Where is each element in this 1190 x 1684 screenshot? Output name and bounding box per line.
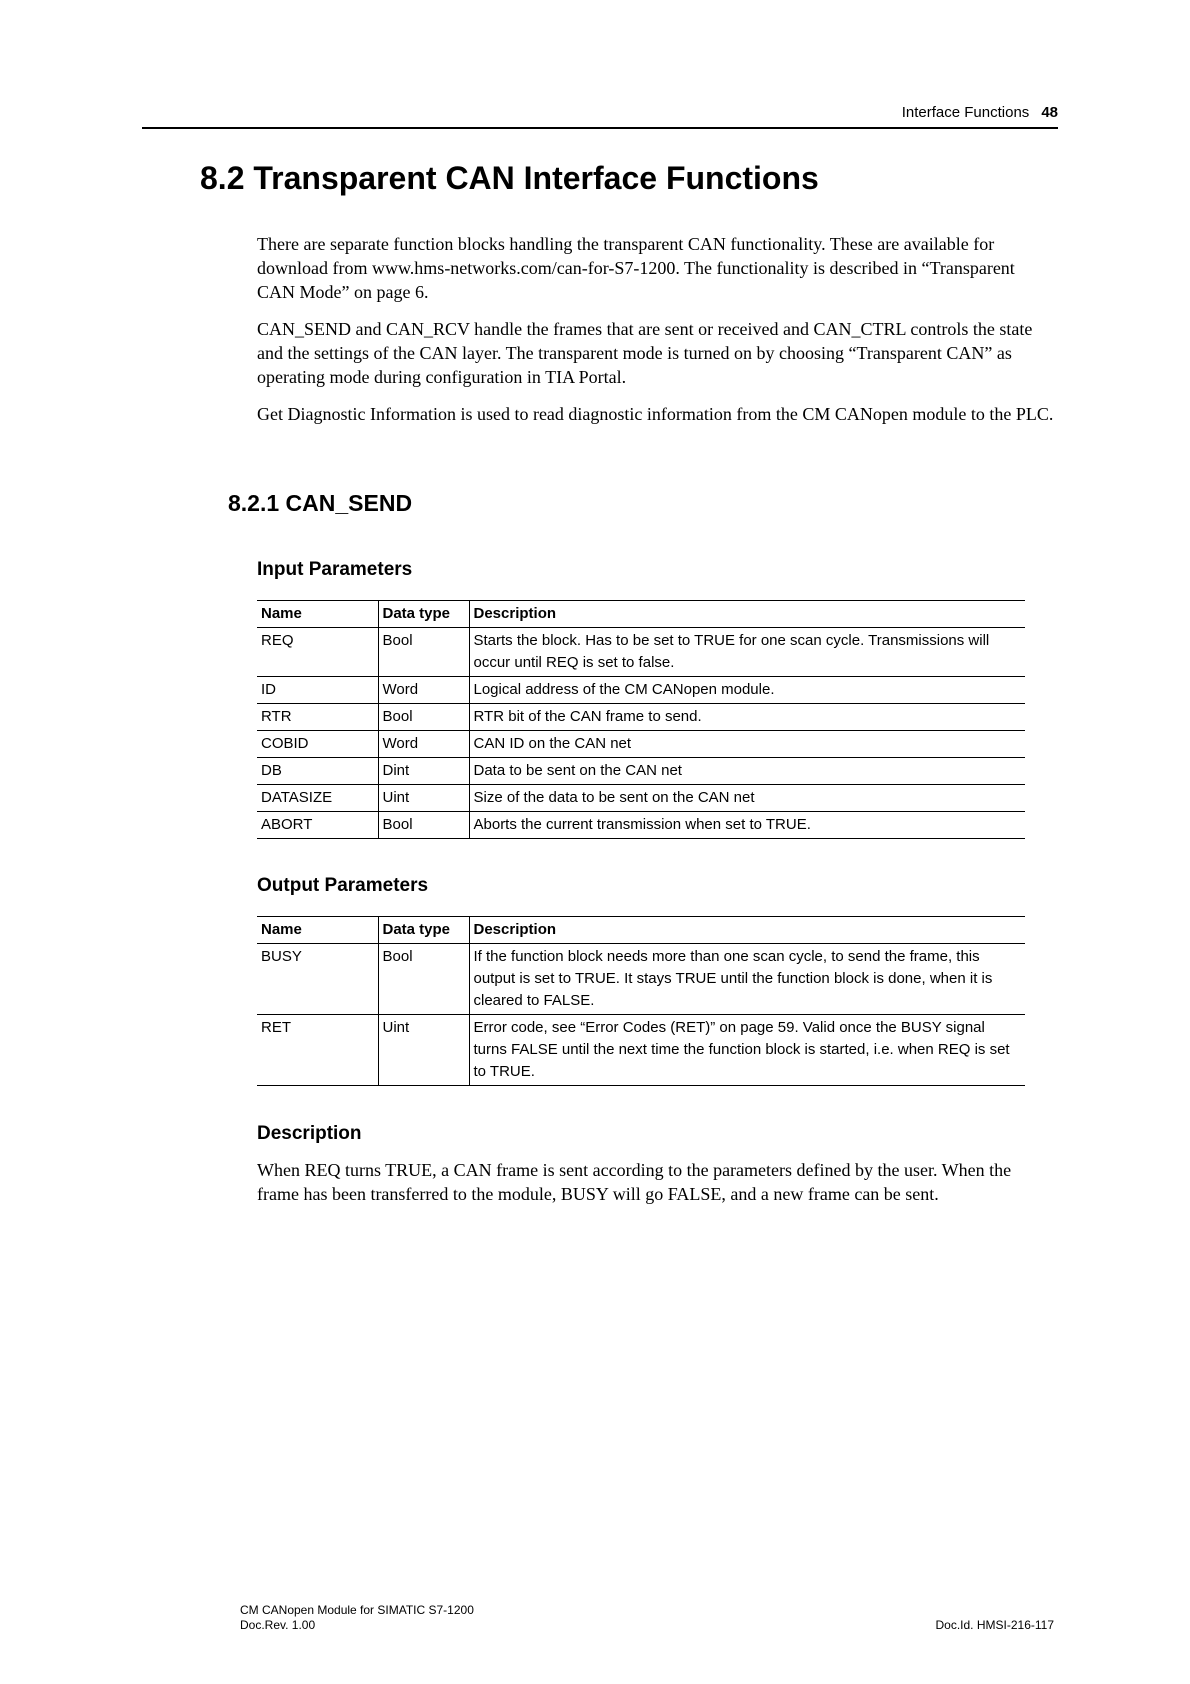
param-type: Uint [378,1015,469,1086]
input-parameters-heading: Input Parameters [257,559,413,580]
page-number: 48 [1041,104,1058,121]
param-type: Bool [378,812,469,839]
param-type: Bool [378,704,469,731]
table-header-row [257,917,1025,944]
output-parameters-table [257,916,1025,1086]
column-header-name: Name [257,601,378,628]
param-name: REQ [257,628,378,677]
output-parameters-heading: Output Parameters [257,875,429,896]
table-row [257,758,1025,785]
table-row [257,628,1025,677]
column-header-data-type: Data type [378,917,469,944]
param-description: Starts the block. Has to be set to TRUE for one scan cycle. Transmissions will occur until REQ is set to false. [469,628,1025,677]
param-type: Dint [378,758,469,785]
table-row [257,785,1025,812]
param-description: Data to be sent on the CAN net [469,758,1025,785]
table-header-row [257,601,1025,628]
param-description: Aborts the current transmission when set to TRUE. [469,812,1025,839]
param-name: ABORT [257,812,378,839]
param-name: BUSY [257,944,378,1015]
param-description: CAN ID on the CAN net [469,731,1025,758]
table-row [257,944,1025,1015]
running-header [902,104,1058,121]
param-description: Logical address of the CM CANopen module. [469,677,1025,704]
intro-paragraph-2: CAN_SEND and CAN_RCV handle the frames that are sent or received and CAN_CTRL controls the state and the settings of the CAN layer. The transparent mode is turned on by choosing “Transparent CAN” as operating mode during configuration in TIA Portal. [257,319,1033,387]
footer-doc-id: Doc.Id. HMSI-216-117 [935,1618,1054,1632]
param-type: Bool [378,944,469,1015]
param-name: DB [257,758,378,785]
param-name: RET [257,1015,378,1086]
subsection-title: 8.2.1 CAN_SEND [228,490,413,516]
param-name: ID [257,677,378,704]
column-header-name: Name [257,917,378,944]
intro-paragraph-3: Get Diagnostic Information is used to read diagnostic information from the CM CANopen module to the PLC. [257,404,1054,424]
param-description: Size of the data to be sent on the CAN net [469,785,1025,812]
section-title: 8.2 Transparent CAN Interface Functions [200,160,819,196]
param-type: Uint [378,785,469,812]
footer-left [240,1603,474,1633]
table-row [257,1015,1025,1086]
header-rule [142,127,1058,129]
param-description: Error code, see “Error Codes (RET)” on page 59. Valid once the BUSY signal turns FALSE until the next time the function block is started, i.e. when REQ is set to TRUE. [469,1015,1025,1086]
param-description: RTR bit of the CAN frame to send. [469,704,1025,731]
table-row [257,677,1025,704]
param-name: RTR [257,704,378,731]
description-paragraph: When REQ turns TRUE, a CAN frame is sent according to the parameters defined by the user. When the frame has been transferred to the module, BUSY will go FALSE, and a new frame can be sent. [257,1160,1012,1204]
param-name: COBID [257,731,378,758]
param-type: Bool [378,628,469,677]
input-parameters-table [257,600,1025,839]
param-description: If the function block needs more than one scan cycle, to send the frame, this output is set to TRUE. It stays TRUE until the function block is done, when it is cleared to FALSE. [469,944,1025,1015]
column-header-description: Description [469,917,1025,944]
table-row [257,812,1025,839]
param-name: DATASIZE [257,785,378,812]
column-header-data-type: Data type [378,601,469,628]
param-type: Word [378,731,469,758]
intro-paragraph-1: There are separate function blocks handling the transparent CAN functionality. These are available for download from www.hms-networks.com/can-for-S7-1200. The functionality is described in “Transparent CAN Mode” on page 6. [257,234,1015,302]
footer-doc-rev: Doc.Rev. 1.00 [240,1618,316,1632]
param-type: Word [378,677,469,704]
table-row [257,731,1025,758]
header-section-name: Interface Functions [901,104,1030,121]
description-heading: Description [257,1123,362,1144]
footer-product: CM CANopen Module for SIMATIC S7-1200 [240,1603,474,1617]
table-row [257,704,1025,731]
column-header-description: Description [469,601,1025,628]
